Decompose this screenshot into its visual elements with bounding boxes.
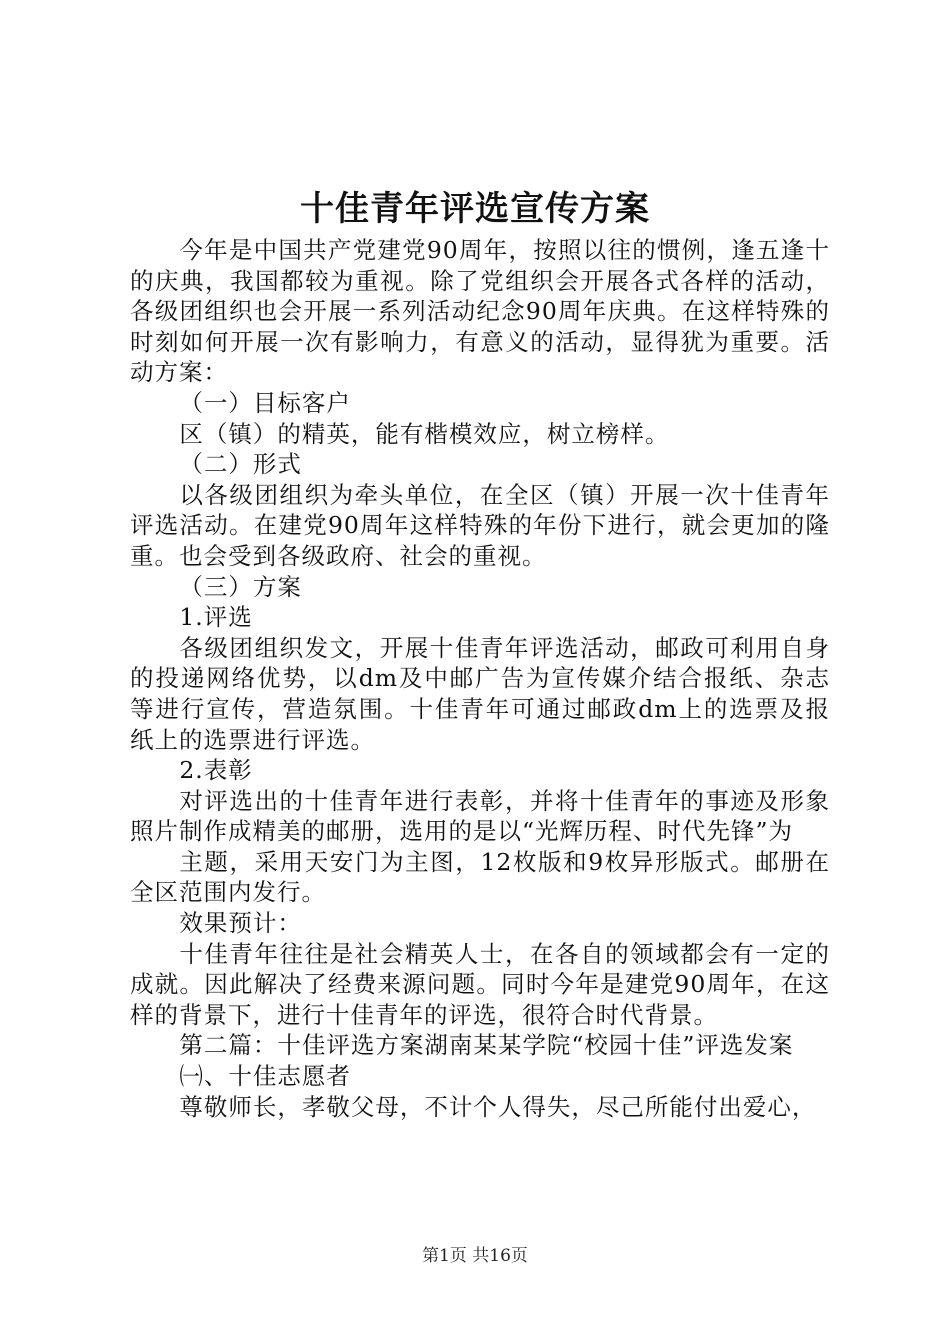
page-footer: 第1页 共16页 (422, 1246, 528, 1266)
paragraph-volunteers: 尊敬师长，孝敬父母，不计个人得失，尽己所能付出爱心， (179, 1092, 817, 1121)
subheading-selection: 1.评选 (179, 603, 253, 632)
paragraph-intro: 今年是中国共产党建党90周年，按照以往的惯例，逢五逢十的庆典，我国都较为重视。除了党组织会开展各式各样的活动，各级团组织也会开展一系列活动纪念90周年庆典。在这样特殊的时刻如何开展一次有影响力，有意义的活动，显得犹为重要。活动方案： (130, 236, 830, 387)
paragraph-selection: 各级团组织发文，开展十佳青年评选活动，邮政可利用自身的投递网络优势，以dm及中邮广告为宣传媒介结合报纸、杂志等进行宣传，营造氛围。十佳青年可通过邮政dm上的选票及报纸上的选票进行评选。 (130, 633, 830, 754)
paragraph-commendation: 对评选出的十佳青年进行表彰，并将十佳青年的事迹及形象照片制作成精美的邮册，选用的是以“光辉历程、时代先锋”为 (130, 786, 830, 846)
section-heading-target-customers: （一）目标客户 (179, 388, 351, 417)
paragraph-target-customers: 区（镇）的精英，能有楷模效应，树立榜样。 (179, 419, 670, 448)
paragraph-expected-effect: 十佳青年往往是社会精英人士，在各自的领域都会有一定的成就。因此解决了经费来源问题。同时今年是建党90周年，在这样的背景下，进行十佳青年的评选，很符合时代背景。 (130, 939, 830, 1029)
section-heading-plan: （三）方案 (179, 572, 302, 601)
document-title: 十佳青年评选宣传方案 (300, 189, 650, 229)
subheading-commendation: 2.表彰 (179, 756, 253, 785)
document-body (130, 235, 830, 1122)
paragraph-second-article: 第二篇：十佳评选方案湖南某某学院“校园十佳”评选发案 (179, 1031, 794, 1060)
paragraph-commendation-continued: 主题，采用天安门为主图，12枚版和9枚异形版式。邮册在全区范围内发行。 (130, 847, 830, 907)
section-heading-format: （二）形式 (179, 450, 302, 479)
paragraph-format: 以各级团组织为牵头单位，在全区（镇）开展一次十佳青年评选活动。在建党90周年这样特殊的年份下进行，就会更加的隆重。也会受到各级政府、社会的重视。 (130, 480, 830, 570)
subheading-volunteers: ㈠、十佳志愿者 (179, 1062, 351, 1091)
subheading-expected-effect: 效果预计： (179, 909, 302, 938)
